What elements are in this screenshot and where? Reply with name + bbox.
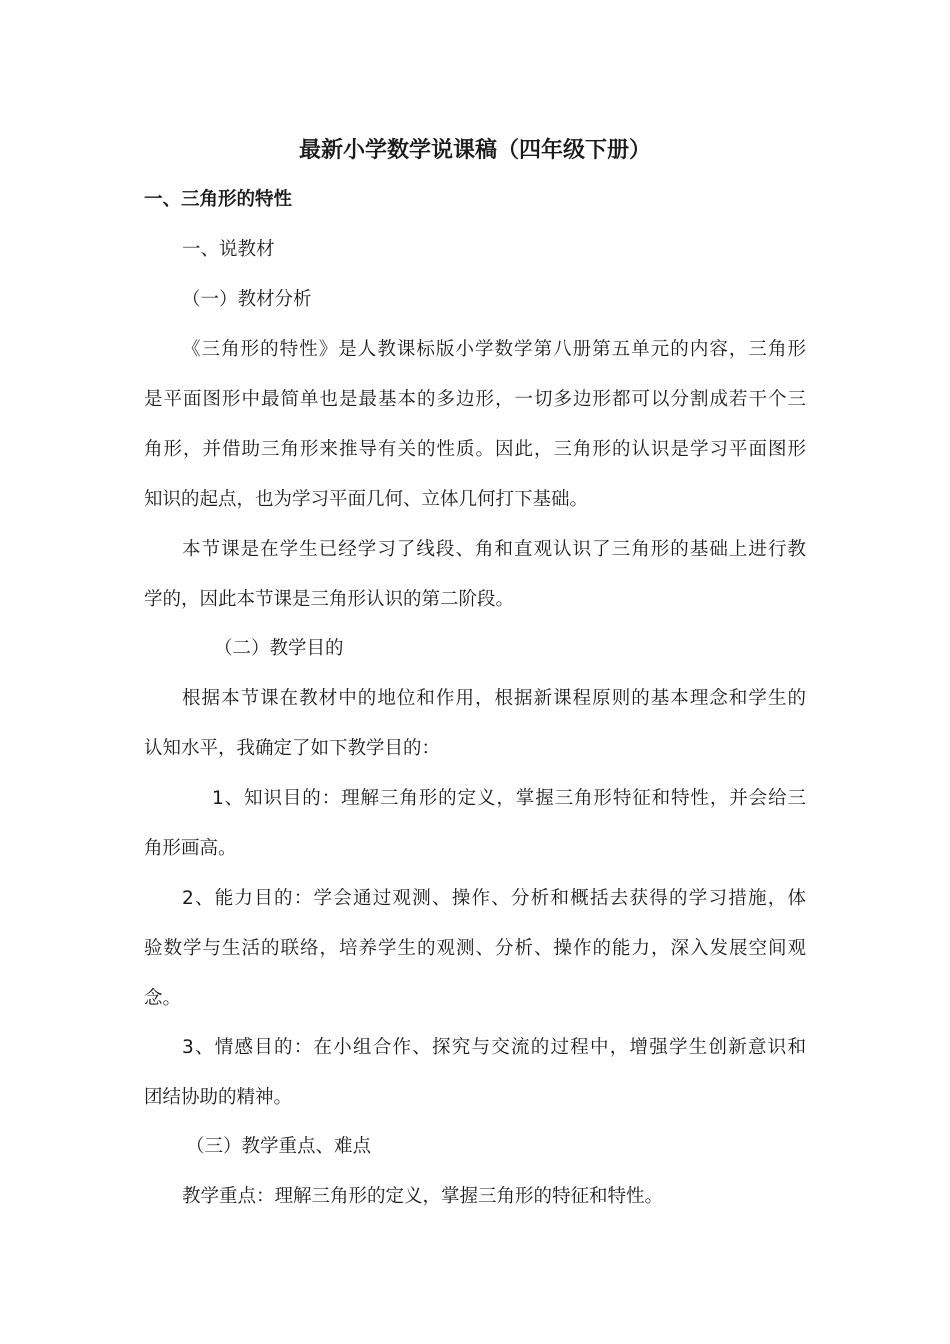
subheading-material-analysis: （一）教材分析 <box>182 289 312 310</box>
goal-knowledge-line: 1、知识目的：理解三角形的定义，掌握三角形特征和特性，并会给三 <box>212 788 806 809</box>
goal-ability-line: 验数学与生活的联络，培养学生的观测、分析、操作的能力，深入发展空间观 <box>144 938 806 959</box>
paragraph-line: 学的，因此本节课是三角形认识的第二阶段。 <box>144 589 515 610</box>
subheading-teaching-material: 一、说教材 <box>182 239 275 260</box>
goal-ability-line: 念。 <box>144 988 182 1009</box>
goal-emotion-line: 团结协助的精神。 <box>144 1087 293 1108</box>
document-title: 最新小学数学说课稿（四年级下册） <box>298 138 651 163</box>
key-point-text: 教学重点：理解三角形的定义，掌握三角形的特征和特性。 <box>182 1186 664 1207</box>
paragraph-line: 知识的起点，也为学习平面几何、立体几何打下基础。 <box>144 489 589 510</box>
goal-emotion-line: 3、情感目的：在小组合作、探究与交流的过程中，增强学生创新意识和 <box>182 1037 806 1058</box>
paragraph-line: 角形，并借助三角形来推导有关的性质。因此，三角形的认识是学习平面图形 <box>144 439 806 460</box>
goal-knowledge-line: 角形画高。 <box>144 838 237 859</box>
paragraph-line: 本节课是在学生已经学习了线段、角和直观认识了三角形的基础上进行教 <box>182 539 806 560</box>
subheading-key-difficult-points: （三）教学重点、难点 <box>186 1136 372 1157</box>
section-heading: 一、三角形的特性 <box>144 189 293 210</box>
paragraph-line: 是平面图形中最简单也是最基本的多边形，一切多边形都可以分割成若干个三 <box>144 389 806 410</box>
paragraph-line: 根据本节课在教材中的地位和作用，根据新课程原则的基本理念和学生的 <box>182 688 806 709</box>
paragraph-line: 《三角形的特性》是人教课标版小学数学第八册第五单元的内容，三角形 <box>182 339 806 360</box>
goal-ability-line: 2、能力目的：学会通过观测、操作、分析和概括去获得的学习措施，体 <box>182 888 806 909</box>
subheading-teaching-goals: （二）教学目的 <box>214 638 344 659</box>
paragraph-line: 认知水平，我确定了如下教学目的： <box>144 738 441 759</box>
